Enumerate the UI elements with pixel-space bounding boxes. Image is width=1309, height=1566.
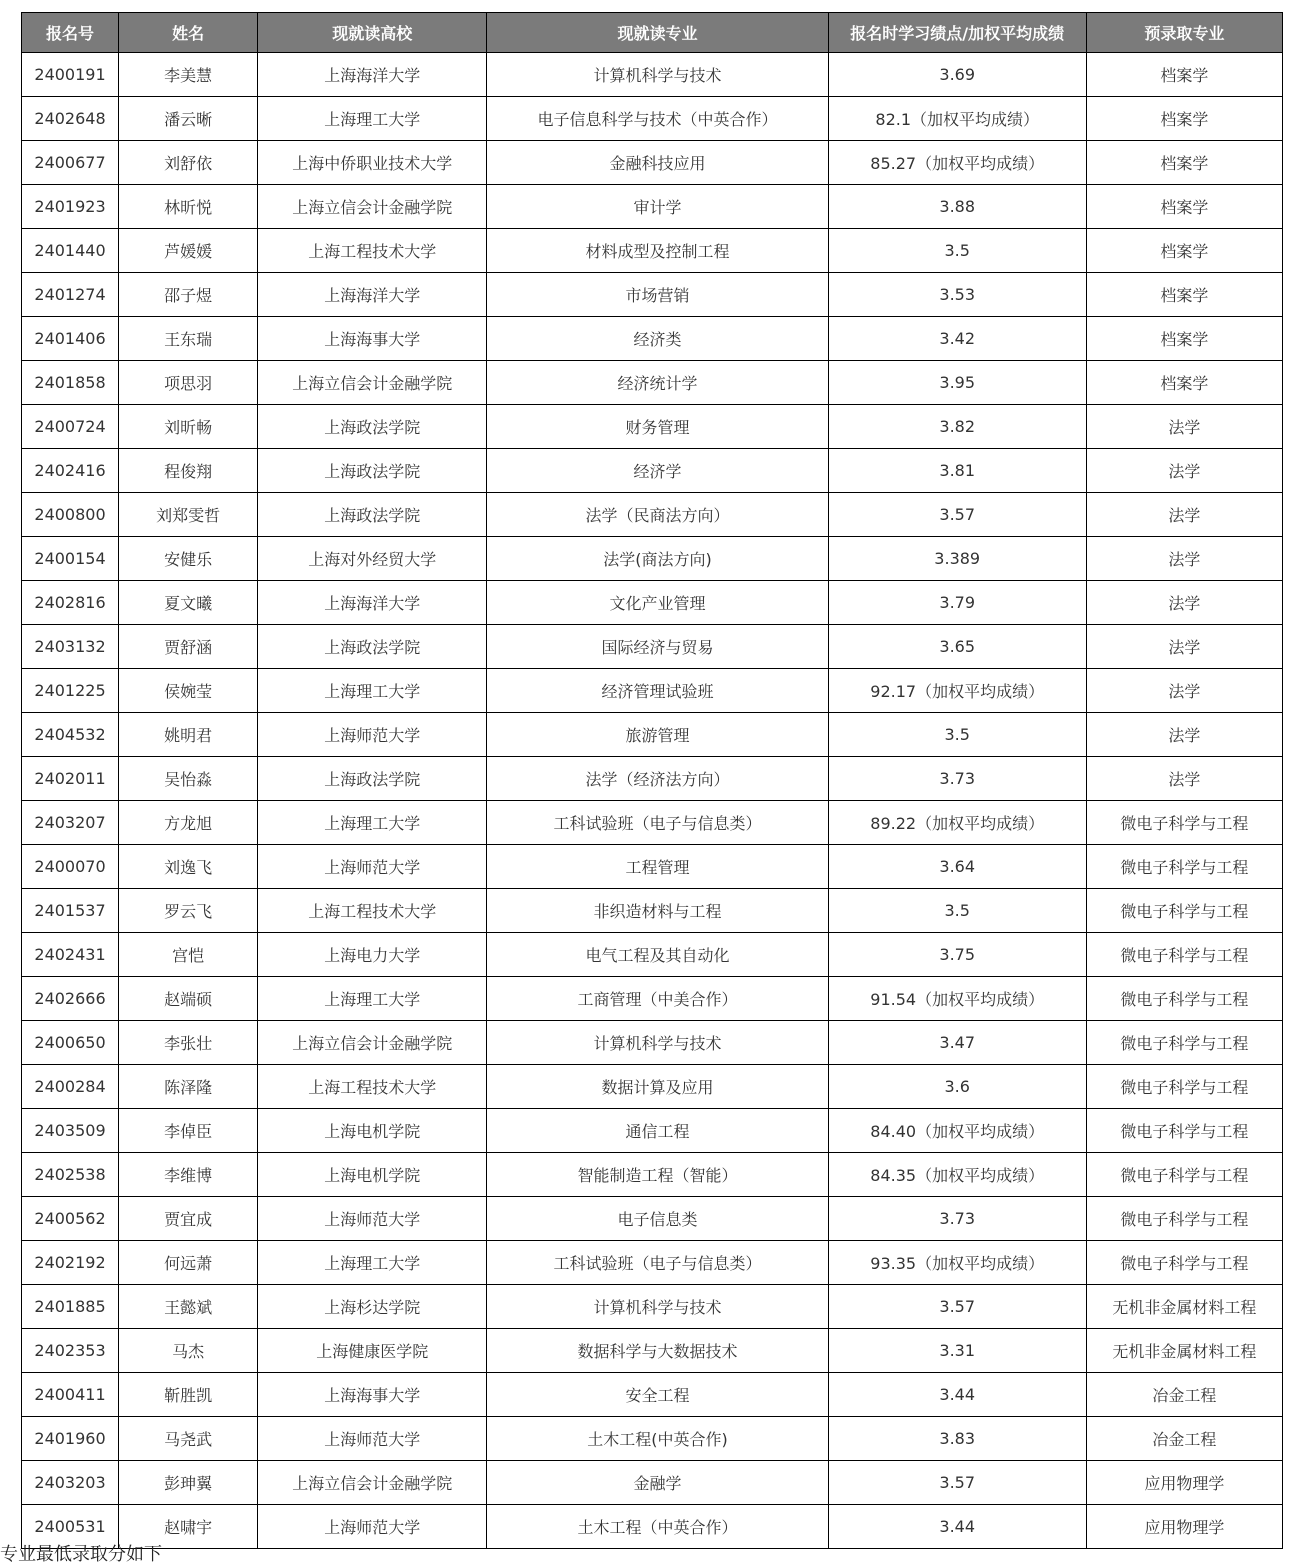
registration-number-cell: 2400562 xyxy=(22,1197,119,1241)
name-cell: 马尧武 xyxy=(119,1417,258,1461)
registration-number-cell: 2401858 xyxy=(22,361,119,405)
major-cell: 工商管理（中美合作） xyxy=(487,977,828,1021)
registration-number-cell: 2403203 xyxy=(22,1461,119,1505)
university-cell: 上海政法学院 xyxy=(258,449,487,493)
score-cell: 3.69 xyxy=(828,53,1086,97)
major-cell: 金融科技应用 xyxy=(487,141,828,185)
score-cell: 3.42 xyxy=(828,317,1086,361)
name-cell: 赵啸宇 xyxy=(119,1505,258,1549)
major-cell: 计算机科学与技术 xyxy=(487,1285,828,1329)
major-cell: 土木工程（中英合作） xyxy=(487,1505,828,1549)
table-body xyxy=(22,53,1283,1549)
admitted-major-cell: 冶金工程 xyxy=(1086,1373,1282,1417)
university-cell: 上海海洋大学 xyxy=(258,581,487,625)
score-cell: 84.35（加权平均成绩） xyxy=(828,1153,1086,1197)
major-cell: 文化产业管理 xyxy=(487,581,828,625)
major-cell: 经济类 xyxy=(487,317,828,361)
score-cell: 3.57 xyxy=(828,1461,1086,1505)
university-cell: 上海师范大学 xyxy=(258,1505,487,1549)
university-cell: 上海师范大学 xyxy=(258,713,487,757)
university-cell: 上海杉达学院 xyxy=(258,1285,487,1329)
name-cell: 宫恺 xyxy=(119,933,258,977)
major-cell: 经济学 xyxy=(487,449,828,493)
score-cell: 3.57 xyxy=(828,1285,1086,1329)
university-cell: 上海政法学院 xyxy=(258,405,487,449)
admitted-major-cell: 档案学 xyxy=(1086,273,1282,317)
university-cell: 上海师范大学 xyxy=(258,1197,487,1241)
major-cell: 数据科学与大数据技术 xyxy=(487,1329,828,1373)
university-cell: 上海海事大学 xyxy=(258,1373,487,1417)
table-row xyxy=(22,361,1283,405)
table-row xyxy=(22,1505,1283,1549)
score-cell: 3.47 xyxy=(828,1021,1086,1065)
name-cell: 罗云飞 xyxy=(119,889,258,933)
major-cell: 智能制造工程（智能） xyxy=(487,1153,828,1197)
name-cell: 贾舒涵 xyxy=(119,625,258,669)
registration-number-cell: 2401537 xyxy=(22,889,119,933)
university-cell: 上海健康医学院 xyxy=(258,1329,487,1373)
name-cell: 贾宜成 xyxy=(119,1197,258,1241)
header-name: 姓名 xyxy=(119,13,258,53)
table-row xyxy=(22,405,1283,449)
name-cell: 吴怡淼 xyxy=(119,757,258,801)
score-cell: 3.31 xyxy=(828,1329,1086,1373)
major-cell: 市场营销 xyxy=(487,273,828,317)
table-row xyxy=(22,273,1283,317)
admitted-major-cell: 档案学 xyxy=(1086,229,1282,273)
major-cell: 法学（经济法方向） xyxy=(487,757,828,801)
score-cell: 91.54（加权平均成绩） xyxy=(828,977,1086,1021)
name-cell: 李维博 xyxy=(119,1153,258,1197)
admitted-major-cell: 冶金工程 xyxy=(1086,1417,1282,1461)
university-cell: 上海中侨职业技术大学 xyxy=(258,141,487,185)
major-cell: 工程管理 xyxy=(487,845,828,889)
registration-number-cell: 2402353 xyxy=(22,1329,119,1373)
name-cell: 何远萧 xyxy=(119,1241,258,1285)
score-cell: 3.44 xyxy=(828,1505,1086,1549)
name-cell: 程俊翔 xyxy=(119,449,258,493)
name-cell: 夏文曦 xyxy=(119,581,258,625)
score-cell: 3.389 xyxy=(828,537,1086,581)
table-row xyxy=(22,1065,1283,1109)
name-cell: 彭珅翼 xyxy=(119,1461,258,1505)
registration-number-cell: 2400191 xyxy=(22,53,119,97)
name-cell: 姚明君 xyxy=(119,713,258,757)
intro-text xyxy=(0,0,1309,8)
university-cell: 上海理工大学 xyxy=(258,977,487,1021)
score-cell: 93.35（加权平均成绩） xyxy=(828,1241,1086,1285)
table-row xyxy=(22,1153,1283,1197)
table-row xyxy=(22,537,1283,581)
table-row xyxy=(22,845,1283,889)
major-cell: 法学(商法方向) xyxy=(487,537,828,581)
table-row xyxy=(22,53,1283,97)
admitted-major-cell: 法学 xyxy=(1086,405,1282,449)
name-cell: 赵端硕 xyxy=(119,977,258,1021)
major-cell: 旅游管理 xyxy=(487,713,828,757)
score-cell: 3.83 xyxy=(828,1417,1086,1461)
score-cell: 3.82 xyxy=(828,405,1086,449)
registration-number-cell: 2401923 xyxy=(22,185,119,229)
name-cell: 王懿斌 xyxy=(119,1285,258,1329)
major-cell: 计算机科学与技术 xyxy=(487,53,828,97)
score-cell: 92.17（加权平均成绩） xyxy=(828,669,1086,713)
registration-number-cell: 2401274 xyxy=(22,273,119,317)
registration-number-cell: 2400070 xyxy=(22,845,119,889)
university-cell: 上海政法学院 xyxy=(258,493,487,537)
registration-number-cell: 2400531 xyxy=(22,1505,119,1549)
registration-number-cell: 2402648 xyxy=(22,97,119,141)
admitted-major-cell: 微电子科学与工程 xyxy=(1086,1065,1282,1109)
table-row xyxy=(22,889,1283,933)
score-cell: 3.88 xyxy=(828,185,1086,229)
university-cell: 上海电机学院 xyxy=(258,1109,487,1153)
table-row xyxy=(22,581,1283,625)
score-cell: 84.40（加权平均成绩） xyxy=(828,1109,1086,1153)
score-cell: 3.64 xyxy=(828,845,1086,889)
university-cell: 上海工程技术大学 xyxy=(258,1065,487,1109)
table-row xyxy=(22,449,1283,493)
major-cell: 审计学 xyxy=(487,185,828,229)
university-cell: 上海工程技术大学 xyxy=(258,889,487,933)
admitted-major-cell: 无机非金属材料工程 xyxy=(1086,1329,1282,1373)
score-cell: 3.5 xyxy=(828,229,1086,273)
registration-number-cell: 2400284 xyxy=(22,1065,119,1109)
major-cell: 法学（民商法方向） xyxy=(487,493,828,537)
table-row xyxy=(22,493,1283,537)
major-cell: 工科试验班（电子与信息类） xyxy=(487,1241,828,1285)
major-cell: 电气工程及其自动化 xyxy=(487,933,828,977)
registration-number-cell: 2403509 xyxy=(22,1109,119,1153)
name-cell: 马杰 xyxy=(119,1329,258,1373)
table-row xyxy=(22,1285,1283,1329)
admitted-major-cell: 应用物理学 xyxy=(1086,1505,1282,1549)
header-admitted-major: 预录取专业 xyxy=(1086,13,1282,53)
header-current-university: 现就读高校 xyxy=(258,13,487,53)
table-row xyxy=(22,1109,1283,1153)
registration-number-cell: 2402416 xyxy=(22,449,119,493)
score-cell: 3.44 xyxy=(828,1373,1086,1417)
score-cell: 3.73 xyxy=(828,1197,1086,1241)
table-row xyxy=(22,933,1283,977)
table-row xyxy=(22,669,1283,713)
university-cell: 上海理工大学 xyxy=(258,1241,487,1285)
admitted-major-cell: 档案学 xyxy=(1086,185,1282,229)
table-row xyxy=(22,1241,1283,1285)
table-row xyxy=(22,185,1283,229)
registration-number-cell: 2401406 xyxy=(22,317,119,361)
table-row xyxy=(22,1373,1283,1417)
university-cell: 上海对外经贸大学 xyxy=(258,537,487,581)
score-cell: 82.1（加权平均成绩） xyxy=(828,97,1086,141)
score-cell: 3.65 xyxy=(828,625,1086,669)
admitted-major-cell: 法学 xyxy=(1086,493,1282,537)
header-gpa-score: 报名时学习绩点/加权平均成绩 xyxy=(828,13,1086,53)
name-cell: 陈泽隆 xyxy=(119,1065,258,1109)
admitted-major-cell: 法学 xyxy=(1086,757,1282,801)
registration-number-cell: 2400411 xyxy=(22,1373,119,1417)
header-registration-number: 报名号 xyxy=(22,13,119,53)
major-cell: 工科试验班（电子与信息类） xyxy=(487,801,828,845)
score-cell: 3.81 xyxy=(828,449,1086,493)
admitted-major-cell: 档案学 xyxy=(1086,53,1282,97)
admitted-major-cell: 法学 xyxy=(1086,449,1282,493)
table-row xyxy=(22,977,1283,1021)
registration-number-cell: 2404532 xyxy=(22,713,119,757)
major-cell: 土木工程(中英合作) xyxy=(487,1417,828,1461)
university-cell: 上海立信会计金融学院 xyxy=(258,1461,487,1505)
header-current-major: 现就读专业 xyxy=(487,13,828,53)
university-cell: 上海海洋大学 xyxy=(258,53,487,97)
admitted-major-cell: 微电子科学与工程 xyxy=(1086,1153,1282,1197)
table-row xyxy=(22,317,1283,361)
major-cell: 财务管理 xyxy=(487,405,828,449)
registration-number-cell: 2401885 xyxy=(22,1285,119,1329)
university-cell: 上海政法学院 xyxy=(258,625,487,669)
table-row xyxy=(22,1021,1283,1065)
major-cell: 安全工程 xyxy=(487,1373,828,1417)
university-cell: 上海师范大学 xyxy=(258,1417,487,1461)
score-cell: 3.79 xyxy=(828,581,1086,625)
footer-text: 专业最低录取分如下 xyxy=(0,1544,162,1565)
table-row xyxy=(22,1329,1283,1373)
university-cell: 上海师范大学 xyxy=(258,845,487,889)
registration-number-cell: 2401960 xyxy=(22,1417,119,1461)
registration-number-cell: 2400650 xyxy=(22,1021,119,1065)
registration-number-cell: 2401225 xyxy=(22,669,119,713)
score-cell: 3.95 xyxy=(828,361,1086,405)
admitted-major-cell: 法学 xyxy=(1086,669,1282,713)
table-row xyxy=(22,713,1283,757)
university-cell: 上海立信会计金融学院 xyxy=(258,185,487,229)
major-cell: 电子信息类 xyxy=(487,1197,828,1241)
registration-number-cell: 2400154 xyxy=(22,537,119,581)
header-row xyxy=(22,13,1283,53)
name-cell: 刘郑雯哲 xyxy=(119,493,258,537)
registration-number-cell: 2402816 xyxy=(22,581,119,625)
university-cell: 上海海事大学 xyxy=(258,317,487,361)
name-cell: 李倬臣 xyxy=(119,1109,258,1153)
admitted-major-cell: 微电子科学与工程 xyxy=(1086,1241,1282,1285)
university-cell: 上海立信会计金融学院 xyxy=(258,361,487,405)
admitted-major-cell: 档案学 xyxy=(1086,97,1282,141)
score-cell: 3.6 xyxy=(828,1065,1086,1109)
major-cell: 数据计算及应用 xyxy=(487,1065,828,1109)
name-cell: 李张壮 xyxy=(119,1021,258,1065)
registration-number-cell: 2402666 xyxy=(22,977,119,1021)
major-cell: 经济管理试验班 xyxy=(487,669,828,713)
table-row xyxy=(22,97,1283,141)
table-row xyxy=(22,801,1283,845)
name-cell: 邵子煜 xyxy=(119,273,258,317)
score-cell: 3.53 xyxy=(828,273,1086,317)
registration-number-cell: 2400724 xyxy=(22,405,119,449)
score-cell: 3.5 xyxy=(828,713,1086,757)
major-cell: 非织造材料与工程 xyxy=(487,889,828,933)
university-cell: 上海理工大学 xyxy=(258,669,487,713)
score-cell: 3.5 xyxy=(828,889,1086,933)
admitted-major-cell: 法学 xyxy=(1086,537,1282,581)
major-cell: 国际经济与贸易 xyxy=(487,625,828,669)
major-cell: 电子信息科学与技术（中英合作） xyxy=(487,97,828,141)
major-cell: 材料成型及控制工程 xyxy=(487,229,828,273)
admitted-major-cell: 应用物理学 xyxy=(1086,1461,1282,1505)
name-cell: 芦媛媛 xyxy=(119,229,258,273)
name-cell: 刘逸飞 xyxy=(119,845,258,889)
admitted-major-cell: 档案学 xyxy=(1086,317,1282,361)
major-cell: 经济统计学 xyxy=(487,361,828,405)
registration-number-cell: 2403132 xyxy=(22,625,119,669)
registration-number-cell: 2402431 xyxy=(22,933,119,977)
registration-number-cell: 2402538 xyxy=(22,1153,119,1197)
major-cell: 金融学 xyxy=(487,1461,828,1505)
score-cell: 3.75 xyxy=(828,933,1086,977)
name-cell: 安健乐 xyxy=(119,537,258,581)
name-cell: 潘云晰 xyxy=(119,97,258,141)
admitted-major-cell: 微电子科学与工程 xyxy=(1086,1021,1282,1065)
major-cell: 通信工程 xyxy=(487,1109,828,1153)
university-cell: 上海立信会计金融学院 xyxy=(258,1021,487,1065)
table-row xyxy=(22,1461,1283,1505)
university-cell: 上海电机学院 xyxy=(258,1153,487,1197)
university-cell: 上海海洋大学 xyxy=(258,273,487,317)
name-cell: 方龙旭 xyxy=(119,801,258,845)
name-cell: 靳胜凯 xyxy=(119,1373,258,1417)
score-cell: 89.22（加权平均成绩） xyxy=(828,801,1086,845)
registration-number-cell: 2400677 xyxy=(22,141,119,185)
university-cell: 上海理工大学 xyxy=(258,801,487,845)
name-cell: 王东瑞 xyxy=(119,317,258,361)
score-cell: 85.27（加权平均成绩） xyxy=(828,141,1086,185)
registration-number-cell: 2402011 xyxy=(22,757,119,801)
admitted-major-cell: 档案学 xyxy=(1086,141,1282,185)
admission-table xyxy=(21,12,1283,1549)
table-row xyxy=(22,1197,1283,1241)
university-cell: 上海工程技术大学 xyxy=(258,229,487,273)
table-row xyxy=(22,1417,1283,1461)
name-cell: 项思羽 xyxy=(119,361,258,405)
admitted-major-cell: 微电子科学与工程 xyxy=(1086,845,1282,889)
table-row xyxy=(22,229,1283,273)
admitted-major-cell: 微电子科学与工程 xyxy=(1086,801,1282,845)
registration-number-cell: 2401440 xyxy=(22,229,119,273)
name-cell: 侯婉莹 xyxy=(119,669,258,713)
registration-number-cell: 2402192 xyxy=(22,1241,119,1285)
admitted-major-cell: 微电子科学与工程 xyxy=(1086,1109,1282,1153)
admitted-major-cell: 法学 xyxy=(1086,625,1282,669)
name-cell: 李美慧 xyxy=(119,53,258,97)
table-header xyxy=(22,13,1283,53)
admitted-major-cell: 微电子科学与工程 xyxy=(1086,977,1282,1021)
university-cell: 上海理工大学 xyxy=(258,97,487,141)
admitted-major-cell: 微电子科学与工程 xyxy=(1086,933,1282,977)
score-cell: 3.73 xyxy=(828,757,1086,801)
university-cell: 上海政法学院 xyxy=(258,757,487,801)
score-cell: 3.57 xyxy=(828,493,1086,537)
name-cell: 刘昕畅 xyxy=(119,405,258,449)
admitted-major-cell: 法学 xyxy=(1086,581,1282,625)
admitted-major-cell: 档案学 xyxy=(1086,361,1282,405)
registration-number-cell: 2400800 xyxy=(22,493,119,537)
registration-number-cell: 2403207 xyxy=(22,801,119,845)
table-row xyxy=(22,757,1283,801)
admitted-major-cell: 微电子科学与工程 xyxy=(1086,889,1282,933)
name-cell: 刘舒依 xyxy=(119,141,258,185)
admitted-major-cell: 无机非金属材料工程 xyxy=(1086,1285,1282,1329)
table-row xyxy=(22,625,1283,669)
name-cell: 林昕悦 xyxy=(119,185,258,229)
major-cell: 计算机科学与技术 xyxy=(487,1021,828,1065)
admitted-major-cell: 微电子科学与工程 xyxy=(1086,1197,1282,1241)
table-row xyxy=(22,141,1283,185)
admitted-major-cell: 法学 xyxy=(1086,713,1282,757)
university-cell: 上海电力大学 xyxy=(258,933,487,977)
